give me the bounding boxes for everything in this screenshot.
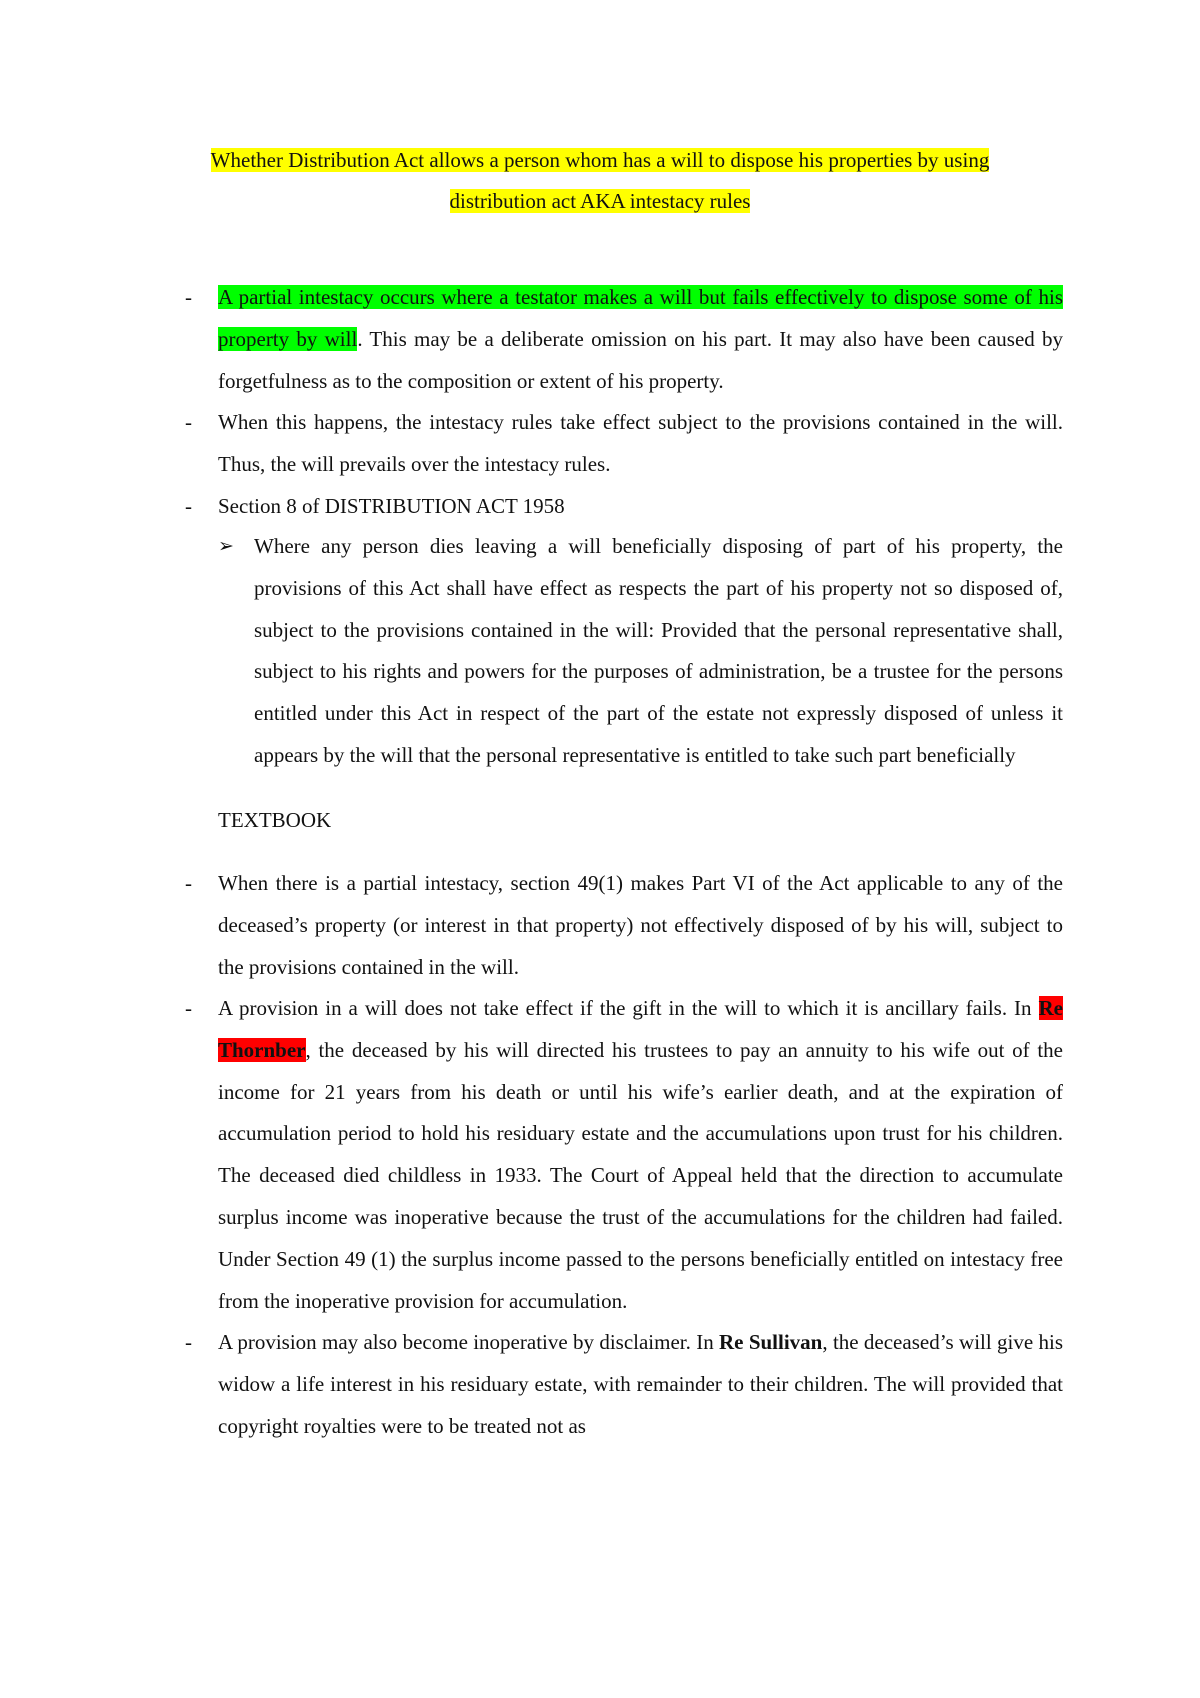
- highlighted-definition: A partial intestacy occurs where a testator makes a will but fails effectively to dispose some of his property by will: [218, 285, 1063, 351]
- bullet-text: When there is a partial intestacy, section 49(1) makes Part VI of the Act applicable to any of the deceased’s property (or interest in that property) not effectively disposed of by his will, subject to the provisions contained in the will.: [218, 871, 1063, 979]
- bullet-re-sullivan: [218, 1322, 1063, 1447]
- quote-text: Where any person dies leaving a will beneficially disposing of part of his property, the provisions of this Act shall have effect as respects the part of his property not so disposed of, subject to the provisions contained in the will: Provided that the personal representative shall, subject to his rights and powers for the purposes of administration, be a trustee for the persons entitled under this Act in respect of the part of the estate not expressly disposed of unless it appears by the will that the personal representative is entitled to take such part beneficially: [254, 534, 1063, 767]
- textbook-heading: TEXTBOOK: [218, 808, 332, 832]
- bullet-text: When this happens, the intestacy rules take effect subject to the provisions contained in the will. Thus, the will prevails over the intestacy rules.: [218, 410, 1063, 476]
- bullet-marker: -: [185, 996, 192, 1020]
- case-name-highlight: Re Thornber: [218, 996, 1063, 1062]
- bullet-text: A provision in a will does not take effect if the gift in the will to which it is ancillary fails. In: [218, 996, 1039, 1020]
- arrow-bullet-icon: ➢: [218, 536, 234, 557]
- bullet-marker: -: [185, 285, 192, 309]
- bullet-text: . This may be a deliberate omission on his part. It may also have been caused by forgetfulness as to the composition or extent of his property.: [218, 326, 1064, 393]
- bullet-marker: -: [185, 871, 192, 895]
- title-line-2: distribution act AKA intestacy rules: [449, 189, 751, 213]
- bullet-marker: -: [185, 494, 192, 518]
- bullet-section-8: [218, 486, 1063, 528]
- bullet-text: , the deceased by his will directed his trustees to pay an annuity to his wife out of the income for 21 years from his death or until his wife’s earlier death, and at the expiration of accumulation period to hold his residuary estate and the accumulations upon trust for his children. The deceased died childless in 1933. The Court of Appeal held that the direction to accumulate surplus income was inoperative because the trust of the accumulations for the children had failed. Under Section 49 (1) the surplus income passed to the persons beneficially entitled on intestacy free from the inoperative provision for accumulation.: [218, 1037, 1063, 1313]
- bullet-marker: -: [185, 1330, 192, 1354]
- bullet-marker: -: [185, 410, 192, 434]
- page-title: [140, 140, 1060, 222]
- case-name: Re Sullivan: [719, 1330, 823, 1354]
- bullet-partial-intestacy: [218, 277, 1063, 402]
- bullet-section-49: [218, 863, 1063, 988]
- bullet-text: A provision may also become inoperative by disclaimer. In: [218, 1330, 720, 1354]
- bullet-text: , the deceased’s will give his widow a life interest in his residuary estate, with remainder to their children. The will provided that copyright royalties were to be treated not as: [218, 1330, 1063, 1438]
- section-8-quote: [254, 526, 1063, 777]
- title-line-1: Whether Distribution Act allows a person whom has a will to dispose his properties by using: [210, 148, 990, 172]
- bullet-intestacy-rules: [218, 402, 1063, 486]
- bullet-re-thornber: [218, 988, 1063, 1322]
- bullet-text: Section 8 of DISTRIBUTION ACT 1958: [218, 494, 565, 518]
